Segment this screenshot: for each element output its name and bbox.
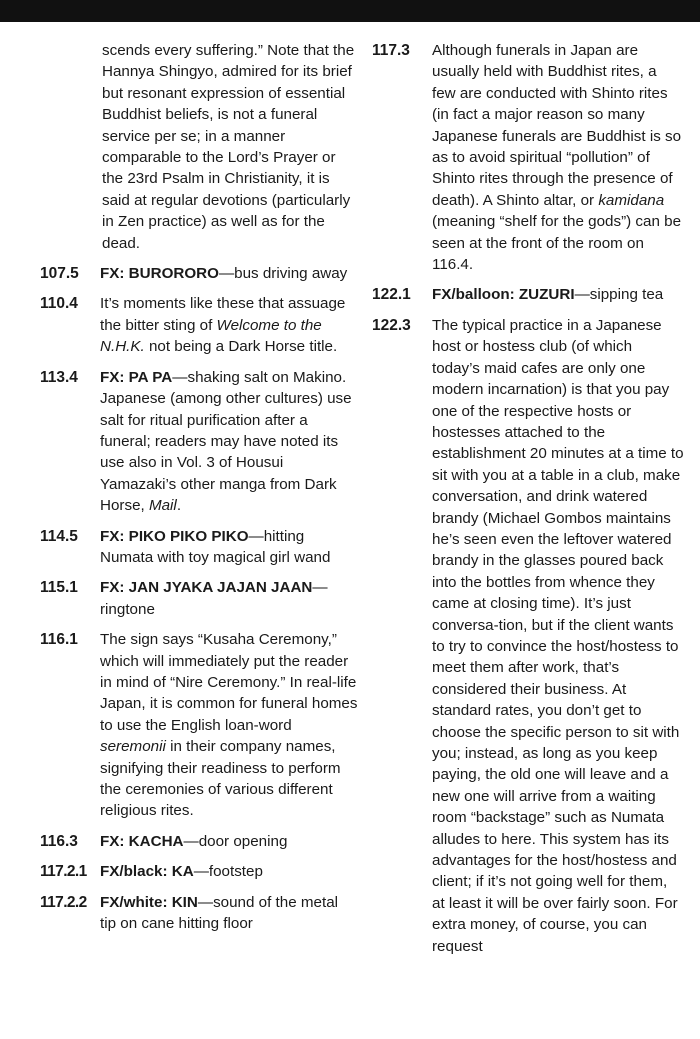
note-entry-113-4: [40, 367, 358, 517]
note-text: .: [176, 497, 182, 515]
note-text: not being a Dark Horse title.: [144, 338, 338, 356]
note-entry-116-1: [40, 629, 358, 822]
note-number: 115.1: [40, 579, 78, 597]
note-text: —sipping tea: [574, 286, 664, 304]
note-text: —shaking salt on Makino. Japanese (among other cultures) use salt for ritual purification after a funeral; readers may have noted its use also in Vol. 3 of Housui Yamazaki’s other manga from Dark Horse,: [100, 368, 352, 515]
italic-word: kamidana: [598, 191, 665, 209]
note-text: —hitting Numata with toy magical girl wand: [100, 527, 331, 566]
note-text: scends every suffering.” Note that the Hannya Shingyo, admired for its brief but resonant expression of essential Buddhist beliefs, is not a funeral service per se; in a manner comparable to the Lord’s Prayer or the 23rd Psalm in Christianity, it is said at regular devotions (particularly in Zen practice) as well as for the dead.: [102, 42, 355, 252]
note-entry-117-3: [372, 40, 684, 275]
note-entry-continuation: [40, 40, 358, 254]
note-text: —door opening: [183, 832, 288, 850]
fx-label: FX: JAN JYAKA JAJAN JAAN: [100, 579, 313, 597]
note-text: —footstep: [193, 863, 263, 881]
note-text: (meaning “shelf for the gods”) can be seen at the front of the room on 116.4.: [432, 213, 682, 274]
note-entry-122-3: [372, 315, 684, 957]
fx-label: FX: PA PA: [100, 368, 173, 386]
note-number: 114.5: [40, 527, 78, 545]
top-black-bar: [0, 0, 700, 22]
note-text: in their company names, signifying their readiness to perform the ceremonies of various different religious rites.: [100, 738, 341, 820]
note-entry-110-4: [40, 293, 358, 357]
note-text: Although funerals in Japan are usually held with Buddhist rites, a few are conducted with Shinto rites (in fact a major reason so many Japanese funerals are Buddhist is so as to avoid spiritual “pollution” of Shinto rites through the presence of death). A Shinto altar, or: [432, 42, 682, 209]
note-entry-116-3: [40, 831, 358, 852]
note-entry-122-1: [372, 284, 684, 305]
italic-word: seremonii: [100, 738, 166, 756]
right-column: [372, 40, 684, 966]
note-entry-117-2-1: [40, 861, 358, 882]
note-text: The typical practice in a Japanese host or hostess club (of which today’s maid cafes are only one modern incarnation) is that you pay one of the respective hosts or hostesses attached to the establishment 20 minutes at a time to sit with you at a table in a club, make conversation, and drink watered brandy (Michael Gombos maintains he’s seen even the leftover watered brandy in the glasses poured back into the bottles from whence they came at closing time). It’s just conversa-tion, but if the client wants to try to convince the host/hostess to meet them after work, that’s considered their business. At standard rates, you don’t get to choose the specific person to sit with you; instead, as long as you keep paying, the old one will leave and a new one will arrive from a waiting room “backstage” such as Numata alludes to here. This system has its advantages for the host/hostess and client; if it’s not going well for them, at least it will be over fairly soon. For extra money, of course, you can request: [432, 316, 684, 955]
note-number: 113.4: [40, 368, 78, 386]
note-number: 116.1: [40, 631, 78, 649]
fx-label: FX: PIKO PIKO PIKO: [100, 527, 249, 545]
note-text: The sign says “Kusaha Ceremony,” which will immediately put the reader in mind of “Nire Ceremony.” In real-life Japan, it is common for funeral homes to use the English loan-word: [100, 631, 358, 734]
note-number: 117.2.1: [40, 863, 87, 881]
note-number: 122.3: [372, 316, 411, 334]
fx-label: FX: BURORORO: [100, 265, 219, 283]
note-entry-115-1: [40, 577, 358, 620]
note-text: —bus driving away: [218, 265, 348, 283]
italic-title: Welcome to the N.H.K.: [100, 316, 322, 356]
note-entry-107-5: [40, 263, 358, 284]
left-column: [40, 40, 358, 943]
note-number: 117.3: [372, 42, 410, 59]
note-text: It’s moments like these that assuage the bitter sting of: [100, 295, 346, 334]
note-entry-117-2-2: [40, 892, 358, 935]
note-number: 110.4: [40, 295, 78, 313]
note-entry-114-5: [40, 526, 358, 569]
italic-title: Mail: [148, 497, 177, 515]
fx-label: FX/balloon: ZUZURI: [432, 286, 575, 304]
fx-label: FX: KACHA: [100, 832, 184, 850]
note-text: —sound of the metal tip on cane hitting floor: [100, 893, 339, 933]
fx-label: FX/white: KIN: [100, 893, 198, 911]
fx-label: FX/black: KA: [100, 863, 194, 881]
note-number: 107.5: [40, 265, 79, 283]
note-number: 117.2.2: [40, 893, 87, 911]
note-number: 116.3: [40, 832, 78, 850]
note-text: —ringtone: [100, 579, 328, 618]
note-number: 122.1: [372, 286, 411, 304]
